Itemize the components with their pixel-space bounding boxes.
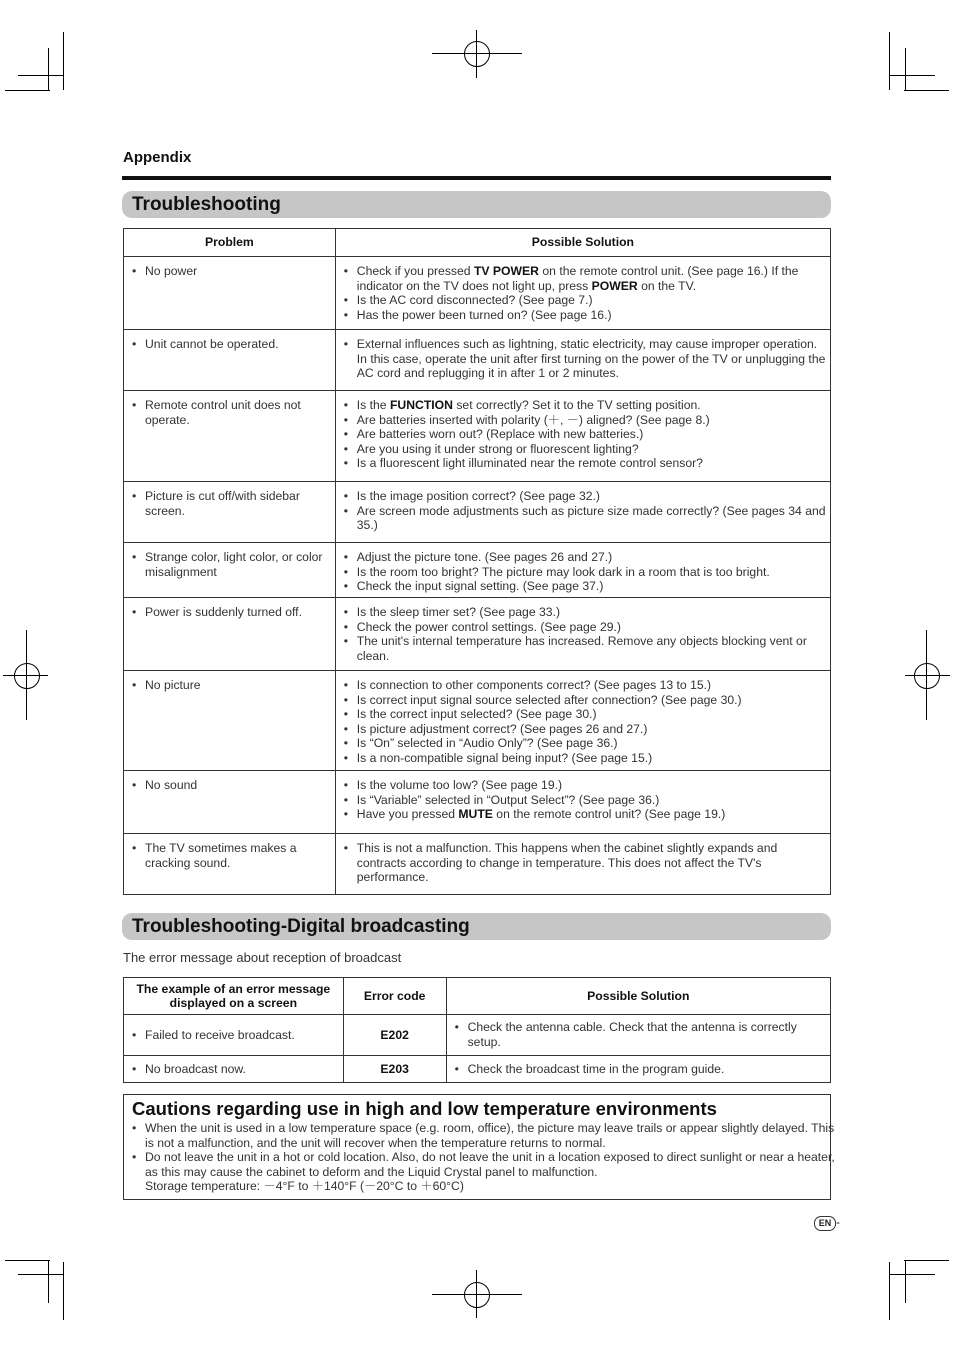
crop-mark	[476, 1270, 477, 1318]
table-row	[124, 543, 831, 598]
crop-mark	[904, 1260, 949, 1261]
crop-mark	[48, 48, 49, 91]
crop-mark	[18, 1274, 64, 1275]
crop-mark	[432, 53, 522, 54]
solution-item: • Are batteries inserted with polarity (＋, －) aligned? (See page 8.)	[357, 413, 826, 428]
cautions-title: Cautions regarding use in high and low temperature environments	[132, 1098, 717, 1119]
problem-text: • Remote control unit does not operate.	[145, 398, 331, 427]
section-label: Appendix	[123, 149, 192, 166]
solution-item: • Have you pressed MUTE on the remote control unit? (See page 19.)	[357, 807, 826, 822]
error-code: E202	[343, 1015, 446, 1056]
crop-mark	[889, 1262, 890, 1320]
page-number: -	[836, 1215, 840, 1229]
solution-item: • Adjust the picture tone. (See pages 26 and 27.)	[357, 550, 826, 565]
table-row	[124, 482, 831, 543]
table-row	[124, 834, 831, 895]
solution-item: • Is the image position correct? (See page 32.)	[357, 489, 826, 504]
crop-mark	[926, 630, 927, 720]
solution-item: • Is a fluorescent light illuminated near the remote control sensor?	[357, 456, 826, 471]
error-code-table	[123, 977, 831, 1083]
registration-mark	[464, 41, 490, 67]
solution-item: • Is correct input signal source selected after connection? (See page 30.)	[357, 693, 826, 708]
solution-item: • Check the broadcast time in the program guide.	[468, 1062, 826, 1077]
crop-mark	[432, 1294, 522, 1295]
column-header-problem: Problem	[124, 229, 336, 257]
troubleshooting-table	[123, 228, 831, 895]
solution-item: • Check the antenna cable. Check that the antenna is correctly setup.	[468, 1020, 826, 1049]
solution-item: • Check the input signal setting. (See page 37.)	[357, 579, 826, 594]
solution-item: • Are you using it under strong or fluorescent lighting?	[357, 442, 826, 457]
solution-item: • Is the correct input selected? (See page 30.)	[357, 707, 826, 722]
column-header-code: Error code	[343, 978, 446, 1015]
crop-mark	[26, 630, 27, 720]
crop-mark	[5, 1260, 50, 1261]
solution-item: • Is the sleep timer set? (See page 33.)	[357, 605, 826, 620]
table-row	[124, 330, 831, 391]
crop-mark	[63, 1262, 64, 1320]
registration-mark	[464, 1282, 490, 1308]
crop-mark	[63, 32, 64, 90]
crop-mark	[5, 90, 50, 91]
registration-mark	[914, 663, 940, 689]
digital-header	[122, 913, 831, 940]
problem-text: • Unit cannot be operated.	[145, 337, 331, 352]
problem-text: • Power is suddenly turned off.	[145, 605, 331, 620]
solution-item: • Is the FUNCTION set correctly? Set it to the TV setting position.	[357, 398, 826, 413]
error-code: E203	[343, 1056, 446, 1083]
column-header-solution: Possible Solution	[335, 229, 830, 257]
caution-item: • Do not leave the unit in a hot or cold location. Also, do not leave the unit in a location exposed to direct sunlight or near a heater, as this may cause the cabinet to deform and the Liquid Crystal panel to malfunction. Storage temperature: －4°F to ＋140°F (－20°C to ＋60°C)	[145, 1150, 845, 1194]
registration-mark	[14, 663, 40, 689]
problem-text: • No power	[145, 264, 331, 279]
cautions-box	[123, 1094, 835, 1200]
table-row	[124, 598, 831, 671]
table-row	[124, 671, 831, 771]
table-row	[124, 1056, 831, 1083]
solution-item: • Check the power control settings. (See page 29.)	[357, 620, 826, 635]
crop-mark	[905, 675, 950, 676]
column-header-solution: Possible Solution	[446, 978, 830, 1015]
problem-text: • No sound	[145, 778, 331, 793]
solution-item: • Is “Variable” selected in “Output Select”? (See page 36.)	[357, 793, 826, 808]
problem-text: • Strange color, light color, or color misalignment	[145, 550, 331, 579]
problem-text: • Picture is cut off/with sidebar screen.	[145, 489, 331, 518]
header-rule	[122, 176, 831, 180]
column-header-example: The example of an error message displayed on a screen	[124, 978, 344, 1015]
solution-item: • The unit's internal temperature has increased. Remove any objects blocking vent or clean.	[357, 634, 826, 663]
storage-temperature: Storage temperature: －4°F to ＋140°F (－20°C to ＋60°C)	[145, 1179, 464, 1193]
solution-item: • Check if you pressed TV POWER on the remote control unit. (See page 16.) If the indicator on the TV does not light up, press POWER on the TV.	[357, 264, 826, 293]
table-row	[124, 257, 831, 330]
solution-item: • Is “On” selected in “Audio Only”? (See page 36.)	[357, 736, 826, 751]
solution-item: • Is connection to other components correct? (See pages 13 to 15.)	[357, 678, 826, 693]
error-message: • No broadcast now.	[145, 1062, 339, 1077]
solution-item: • Are screen mode adjustments such as picture size made correctly? (See pages 34 and 35.)	[357, 504, 826, 533]
crop-mark	[889, 75, 935, 76]
section-subtitle: The error message about reception of broadcast	[123, 950, 402, 965]
crop-mark	[905, 1260, 906, 1303]
solution-item: • Is picture adjustment correct? (See pages 26 and 27.)	[357, 722, 826, 737]
problem-text: • No picture	[145, 678, 331, 693]
crop-mark	[904, 90, 949, 91]
troubleshooting-header	[122, 191, 831, 218]
error-message: • Failed to receive broadcast.	[145, 1028, 339, 1043]
table-row	[124, 391, 831, 482]
section-title: Troubleshooting-Digital broadcasting	[132, 916, 470, 937]
page-title: Troubleshooting	[132, 194, 281, 215]
solution-item: • Is a non-compatible signal being input? (See page 15.)	[357, 751, 826, 766]
solution-item: • Is the volume too low? (See page 19.)	[357, 778, 826, 793]
crop-mark	[889, 1274, 935, 1275]
solution-item: • Is the room too bright? The picture may look dark in a room that is too bright.	[357, 565, 826, 580]
crop-mark	[18, 75, 64, 76]
table-row	[124, 771, 831, 834]
language-badge: EN	[814, 1216, 836, 1231]
solution-item: • Are batteries worn out? (Replace with new batteries.)	[357, 427, 826, 442]
crop-mark	[889, 32, 890, 90]
caution-item: • When the unit is used in a low temperature space (e.g. room, office), the picture may leave trails or appear slightly delayed. This is not a malfunction, and the unit will recover when the temperature returns to normal.	[145, 1121, 845, 1150]
solution-item: • Has the power been turned on? (See page 16.)	[357, 308, 826, 323]
problem-text: • The TV sometimes makes a cracking sound.	[145, 841, 331, 870]
solution-item: • This is not a malfunction. This happens when the cabinet slightly expands and contracts according to change in temperature. This does not affect the TV's performance.	[357, 841, 826, 885]
crop-mark	[476, 30, 477, 78]
solution-item: • Is the AC cord disconnected? (See page 7.)	[357, 293, 826, 308]
crop-mark	[905, 48, 906, 91]
crop-mark	[48, 1260, 49, 1303]
table-row	[124, 1015, 831, 1056]
solution-item: • External influences such as lightning, static electricity, may cause improper operation. In this case, operate the unit after first turning on the power of the TV or unplugging the AC cord and replugging it in after 1 or 2 minutes.	[357, 337, 826, 381]
